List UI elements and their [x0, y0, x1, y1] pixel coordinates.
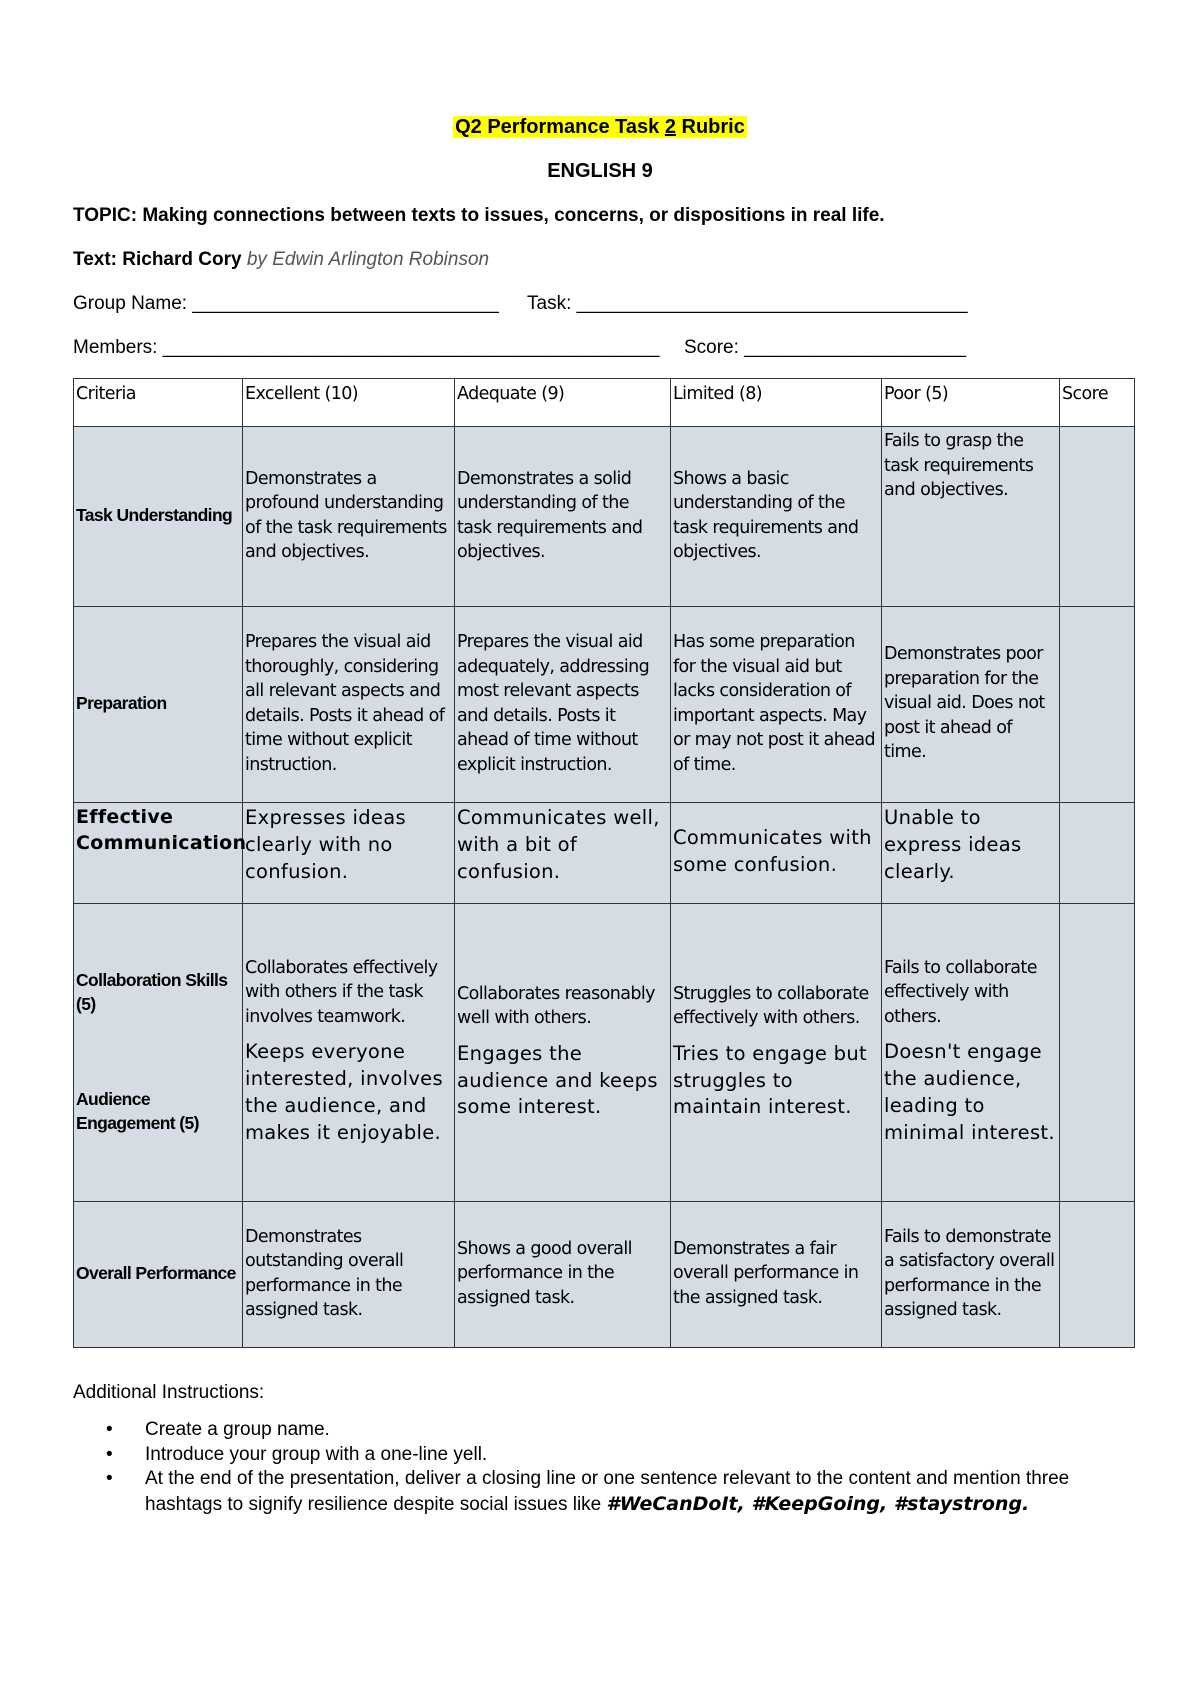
list-item: • Create a group name.: [73, 1418, 1123, 1443]
header-score: Score: [1060, 379, 1135, 427]
task-field[interactable]: _____________________________________: [576, 293, 968, 314]
hashtags: #WeCanDoIt, #KeepGoing, #staystrong.: [606, 1493, 1030, 1516]
criteria-collaboration: Collaboration Skills (5): [76, 969, 228, 1014]
adequate-cell: Prepares the visual aid adequately, addressing most relevant aspects and details. Posts it ahead of time without explicit instruction.: [455, 607, 671, 803]
limited-cell: Shows a basic understanding of the task requirements and objectives.: [671, 427, 882, 607]
header-adequate: Adequate (9): [455, 379, 671, 427]
text-author: by Edwin Arlington Robinson: [246, 249, 490, 270]
list-item: • At the end of the presentation, deliver a closing line or one sentence relevant to the content and mention three hashtags to signify resilience despite social issues like #WeCanDoIt, #KeepGoing, #staystrong.: [106, 1468, 1070, 1516]
members-field[interactable]: _______________________________________________: [162, 337, 660, 358]
poor-cell: Unable to express ideas clearly.: [882, 803, 1060, 904]
group-task-line: [73, 293, 968, 315]
task-number: 2: [664, 116, 676, 138]
header-criteria: Criteria: [74, 379, 243, 427]
header-poor: Poor (5): [882, 379, 1060, 427]
bullet-icon: •: [106, 1443, 113, 1465]
list-item: • Introduce your group with a one-line yell.: [73, 1443, 1123, 1468]
limited-cell: Communicates with some confusion.: [671, 803, 882, 904]
excellent-cell: Prepares the visual aid thoroughly, considering all relevant aspects and details. Posts it ahead of time without explicit instruction.: [243, 607, 455, 803]
poor-cell: Fails to demonstrate a satisfactory overall performance in the assigned task.: [882, 1202, 1060, 1348]
members-score-line: [73, 337, 966, 359]
adequate-cell: Demonstrates a solid understanding of the task requirements and objectives.: [455, 427, 671, 607]
bullet-icon: •: [106, 1468, 113, 1490]
limited-cell: Demonstrates a fair overall performance in the assigned task.: [671, 1202, 882, 1348]
limited-cell: Has some preparation for the visual aid but lacks consideration of important aspects. May or may not post it ahead of time.: [671, 607, 882, 803]
score-cell[interactable]: [1060, 904, 1135, 1202]
table-row: [74, 427, 1135, 607]
page-title: [0, 116, 1200, 139]
excellent-cell: Collaborates effectively with others if the task involves teamwork. Keeps everyone interested, involves the audience, and makes it enjoyable.: [243, 904, 455, 1202]
additional-instructions-title: Additional Instructions:: [73, 1382, 265, 1403]
poor-cell: Fails to collaborate effectively with others. Doesn't engage the audience, leading to minimal interest.: [882, 904, 1060, 1202]
title-highlight: Q2 Performance Task 2 Rubric: [455, 116, 745, 138]
instructions-list: [73, 1418, 1123, 1518]
score-field[interactable]: _____________________: [744, 337, 967, 358]
excellent-cell: Expresses ideas clearly with no confusion.: [243, 803, 455, 904]
excellent-cell: Demonstrates a profound understanding of the task requirements and objectives.: [243, 427, 455, 607]
criteria-cell: Effective Communication: [74, 803, 243, 904]
bullet-icon: •: [106, 1419, 113, 1440]
group-name-label: Group Name:: [73, 293, 188, 314]
score-cell[interactable]: [1060, 607, 1135, 803]
poor-cell: Fails to grasp the task requirements and objectives.: [882, 427, 1060, 607]
score-cell[interactable]: [1060, 1202, 1135, 1348]
table-header-row: [74, 379, 1135, 427]
text-line: [73, 249, 489, 271]
text-title: Text: Richard Cory: [73, 249, 242, 270]
adequate-cell: Collaborates reasonably well with others. Engages the audience and keeps some interest.: [455, 904, 671, 1202]
criteria-engagement: Audience Engagement (5): [76, 1088, 199, 1133]
topic-line: TOPIC: Making connections between texts to issues, concerns, or dispositions in real life.: [73, 205, 885, 226]
table-row: [74, 607, 1135, 803]
table-row: [74, 904, 1135, 1202]
subject-heading: ENGLISH 9: [547, 160, 653, 182]
poor-cell: Demonstrates poor preparation for the visual aid. Does not post it ahead of time.: [882, 607, 1060, 803]
score-label: Score:: [683, 337, 739, 358]
score-cell[interactable]: [1060, 803, 1135, 904]
criteria-cell: Overall Performance: [74, 1202, 243, 1348]
task-label: Task:: [527, 293, 572, 314]
table-row: [74, 1202, 1135, 1348]
rubric-table: [73, 378, 1135, 1348]
adequate-cell: Shows a good overall performance in the assigned task.: [455, 1202, 671, 1348]
limited-cell: Struggles to collaborate effectively with others. Tries to engage but struggles to maintain interest.: [671, 904, 882, 1202]
group-name-field[interactable]: _____________________________: [192, 293, 499, 314]
excellent-cell: Demonstrates outstanding overall performance in the assigned task.: [243, 1202, 455, 1348]
criteria-cell: [74, 904, 243, 1202]
table-row: [74, 803, 1135, 904]
adequate-cell: Communicates well, with a bit of confusion.: [455, 803, 671, 904]
members-label: Members:: [73, 337, 158, 358]
header-excellent: Excellent (10): [243, 379, 455, 427]
criteria-cell: Task Understanding: [74, 427, 243, 607]
header-limited: Limited (8): [671, 379, 882, 427]
score-cell[interactable]: [1060, 427, 1135, 607]
criteria-cell: Preparation: [74, 607, 243, 803]
